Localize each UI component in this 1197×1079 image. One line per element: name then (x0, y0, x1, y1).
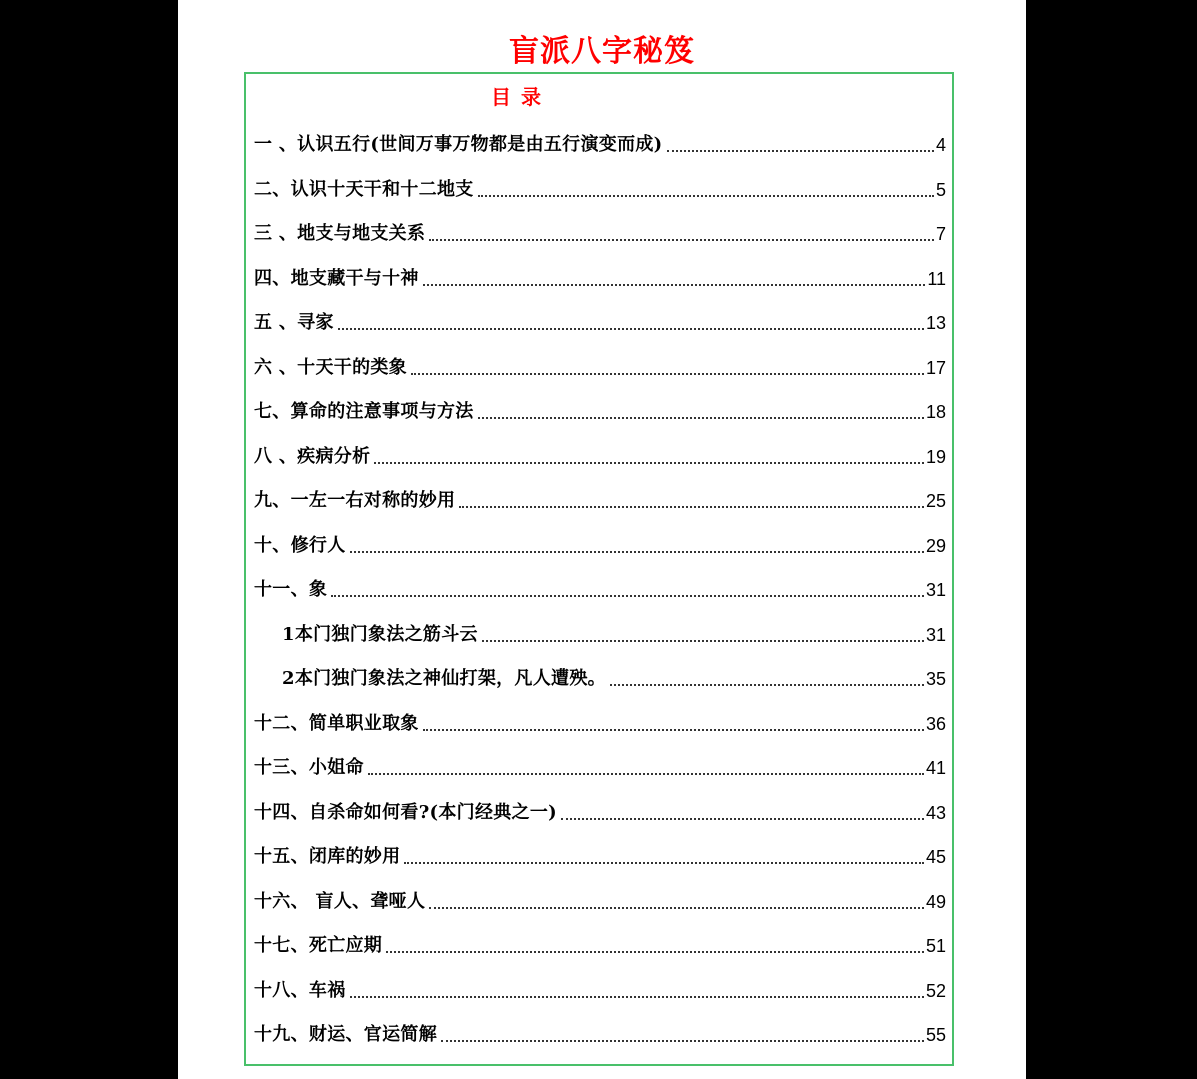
toc-entry-page-number: 5 (935, 179, 946, 200)
dot-leader (350, 996, 924, 998)
toc-entry-title: 十一、象 (254, 579, 328, 600)
toc-entry[interactable] (254, 484, 946, 512)
toc-frame (244, 72, 954, 1066)
toc-entry-title: 十五、闭库的妙用 (254, 846, 401, 867)
toc-entry-page-number: 52 (925, 980, 946, 1001)
toc-entry[interactable] (254, 173, 946, 201)
dot-leader (459, 506, 924, 508)
dot-leader (350, 551, 924, 553)
toc-entry[interactable] (254, 885, 946, 913)
toc-entry-title: 十六、 盲人、聋哑人 (254, 890, 426, 912)
toc-entry-title: 十七、死亡应期 (254, 935, 383, 956)
toc-entry[interactable] (254, 751, 946, 779)
dot-leader (423, 284, 926, 286)
toc-entry[interactable] (282, 662, 946, 690)
toc-entry-page-number: 4 (935, 135, 946, 155)
dot-leader (441, 1040, 924, 1042)
toc-entry[interactable] (254, 1018, 946, 1046)
toc-entry-title: 1本门独门象法之筋斗云 (282, 623, 478, 645)
toc-entry-page-number: 49 (925, 891, 946, 912)
toc-entry-title: 五 、寻家 (254, 312, 334, 333)
dot-leader (482, 640, 924, 642)
dot-leader (386, 951, 924, 953)
dot-leader (478, 417, 924, 419)
toc-entry-title: 十九、财运、官运简解 (254, 1024, 437, 1045)
toc-entry-page-number: 43 (925, 802, 946, 823)
toc-entry-page-number: 31 (925, 624, 946, 645)
dot-leader (404, 862, 924, 864)
toc-entry[interactable] (254, 262, 946, 290)
dot-leader (610, 684, 924, 686)
dot-leader (368, 773, 924, 775)
toc-entry-title: 一 、认识五行(世间万事万物都是由五行演变而成) (254, 134, 663, 155)
toc-entry-title: 十二、简单职业取象 (254, 712, 419, 734)
toc-entry-page-number: 45 (925, 847, 946, 867)
document-page (178, 0, 1026, 1079)
toc-entry[interactable] (254, 440, 946, 468)
toc-entry[interactable] (254, 217, 946, 245)
dot-leader (429, 239, 934, 241)
toc-entry-page-number: 36 (925, 713, 946, 734)
toc-heading: 目录 (491, 85, 551, 109)
dot-leader (429, 907, 924, 909)
toc-entry[interactable] (254, 128, 946, 156)
toc-entry-title: 八 、疾病分析 (254, 445, 371, 467)
toc-entry-title: 十四、自杀命如何看?(本门经典之一) (254, 801, 557, 823)
dot-leader (561, 818, 924, 820)
toc-entry-page-number: 29 (925, 535, 946, 556)
toc-entry-page-number: 19 (925, 446, 946, 467)
toc-entry-title: 十三、小姐命 (254, 757, 364, 778)
dot-leader (331, 595, 924, 597)
toc-entry[interactable] (254, 351, 946, 379)
toc-entry-title: 七、算命的注意事项与方法 (254, 401, 474, 422)
toc-entry[interactable] (254, 395, 946, 423)
dot-leader (374, 462, 924, 464)
toc-entry-title: 十、修行人 (254, 534, 346, 556)
toc-entry-page-number: 18 (925, 402, 946, 422)
toc-entry[interactable] (254, 840, 946, 868)
toc-entry-page-number: 11 (927, 268, 946, 289)
toc-entry[interactable] (254, 796, 946, 824)
toc-entry[interactable] (254, 929, 946, 957)
toc-entry-page-number: 55 (925, 1025, 946, 1045)
toc-entry-page-number: 17 (925, 357, 946, 378)
toc-entry-page-number: 31 (925, 580, 946, 600)
toc-entry-page-number: 35 (925, 669, 946, 689)
toc-entry[interactable] (254, 573, 946, 601)
document-title: 盲派八字秘笈 (509, 34, 695, 69)
toc-entry[interactable] (282, 618, 946, 646)
toc-entry-title: 十八、车祸 (254, 979, 346, 1001)
dot-leader (338, 328, 924, 330)
toc-entry-page-number: 13 (925, 313, 946, 333)
toc-entry-page-number: 41 (925, 758, 946, 778)
toc-entry-title: 九、一左一右对称的妙用 (254, 490, 456, 511)
toc-entry[interactable] (254, 306, 946, 334)
toc-entry-page-number: 51 (925, 936, 946, 956)
toc-entry-title: 六 、十天干的类象 (254, 356, 407, 378)
toc-entry[interactable] (254, 974, 946, 1002)
dot-leader (411, 373, 924, 375)
toc-entry-title: 2本门独门象法之神仙打架，凡人遭殃。 (282, 668, 606, 689)
toc-entry[interactable] (254, 529, 946, 557)
dot-leader (423, 729, 924, 731)
toc-entry-page-number: 25 (925, 491, 946, 511)
toc-entry-page-number: 7 (935, 224, 946, 244)
toc-entry-title: 三 、地支与地支关系 (254, 223, 426, 244)
toc-entry[interactable] (254, 707, 946, 735)
toc-entry-title: 四、地支藏干与十神 (254, 267, 419, 289)
toc-entry-title: 二、认识十天干和十二地支 (254, 178, 474, 200)
dot-leader (667, 150, 934, 152)
dot-leader (478, 195, 934, 197)
